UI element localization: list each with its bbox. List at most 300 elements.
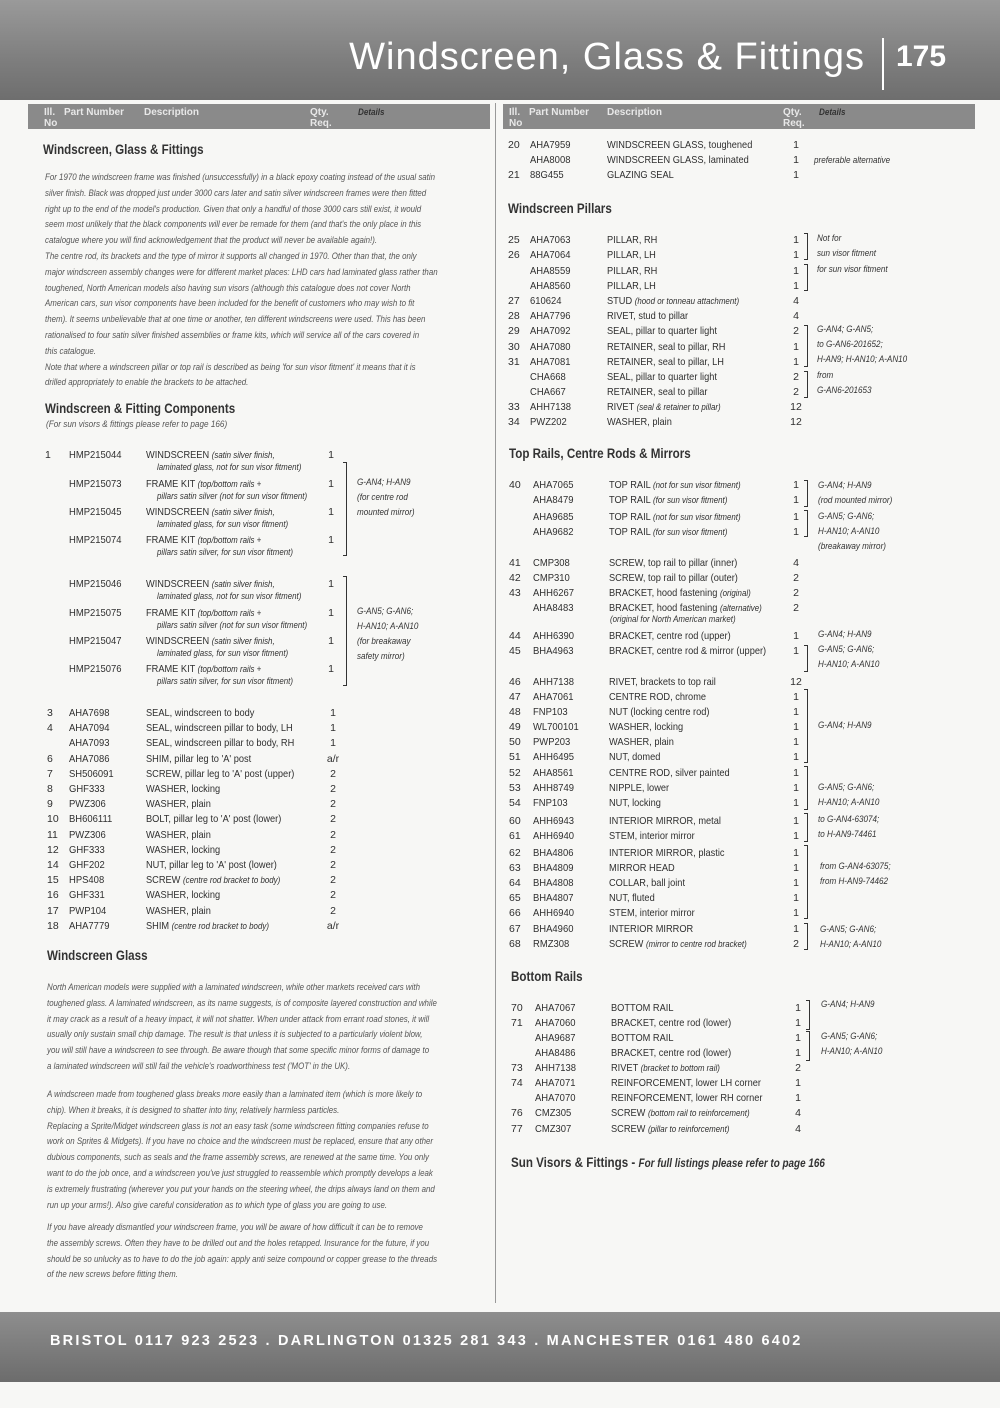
part-number: GHF331: [69, 889, 105, 902]
part-description: [146, 919, 269, 933]
table-row: [508, 309, 968, 323]
description-text: BRACKET, centre rod (upper): [609, 630, 731, 642]
detail-bracket: [804, 645, 808, 672]
kit-detail: mounted mirror): [357, 507, 415, 517]
table-row: [511, 1001, 971, 1015]
description-text: BOTTOM RAIL: [611, 1002, 674, 1014]
table-row: [47, 721, 507, 735]
quantity: 1: [328, 534, 334, 546]
part-description: [609, 586, 751, 600]
quantity: 1: [793, 923, 799, 935]
part-number: FNP103: [533, 706, 568, 718]
kit-detail: G-AN4; H-AN9: [357, 477, 411, 487]
part-number: PWZ202: [530, 416, 567, 428]
part-description: [609, 510, 741, 524]
part-description: [146, 812, 281, 826]
quantity: 1: [328, 506, 334, 518]
bottom-detail: G-AN5; G-AN6;: [821, 1031, 878, 1041]
part-number: AHH6495: [533, 751, 574, 763]
description-text: WASHER, locking: [609, 721, 684, 733]
part-number: AHH7138: [530, 401, 571, 413]
table-row: [511, 1106, 971, 1120]
toprail-detail: H-AN10; A-AN10: [818, 797, 880, 807]
quantity: 1: [795, 1047, 801, 1059]
quantity: 2: [330, 828, 336, 841]
description-text: WINDSCREEN GLASS, laminated: [607, 154, 749, 166]
detail-bracket: [804, 371, 808, 398]
detail-bracket: [804, 233, 808, 260]
section-title-top-rails: Top Rails, Centre Rods & Mirrors: [509, 446, 691, 461]
ill-number: 76: [511, 1107, 523, 1119]
quantity: 1: [328, 663, 334, 675]
part-number: CMZ307: [535, 1123, 572, 1135]
description-text: SCREW, pillar leg to 'A' post (upper): [146, 767, 295, 780]
left-column-header: [28, 104, 490, 129]
part-number: PWP104: [69, 904, 107, 917]
part-number: CHA667: [530, 386, 566, 398]
description-text: MIRROR HEAD: [609, 862, 675, 874]
part-number: HMP215074: [69, 534, 122, 546]
part-number: GHF333: [69, 783, 105, 795]
table-row: [509, 876, 969, 890]
description-text: FRAME KIT: [146, 607, 196, 619]
section-title-pillars: Windscreen Pillars: [508, 201, 612, 216]
part-description: [146, 782, 220, 796]
paragraph-line: of the new screws before fitting them.: [47, 1269, 178, 1280]
paragraph-line: them). It seems unbelievable that at one time or another, ten different windscreens were used. This has been: [45, 314, 426, 325]
table-row: [509, 644, 969, 658]
table-row: [45, 505, 505, 519]
ill-number: 50: [509, 736, 521, 748]
quantity: 2: [795, 1062, 801, 1074]
description-note: (for sun visor fitment): [653, 527, 728, 537]
part-number: AHH8749: [533, 782, 574, 794]
page-title: Windscreen, Glass & Fittings: [349, 36, 865, 78]
part-number: AHH7138: [535, 1062, 576, 1074]
part-number: AHA7070: [535, 1092, 576, 1104]
quantity: 2: [793, 602, 799, 614]
ill-number: 3: [47, 707, 53, 719]
description-text: SCREW: [611, 1123, 646, 1135]
part-description: [609, 571, 738, 585]
table-row: [47, 752, 507, 766]
part-number: AHA7086: [69, 752, 110, 765]
part-number: AHA7796: [530, 310, 571, 322]
part-description: [607, 415, 672, 429]
toprail-detail: G-AN4; H-AN9: [818, 480, 872, 490]
ill-number: 8: [47, 783, 53, 795]
part-description: [146, 843, 220, 857]
quantity: 1: [330, 722, 336, 735]
part-description: [146, 448, 275, 462]
quantity: 2: [793, 938, 799, 950]
part-number: BHA4807: [533, 892, 574, 904]
ill-number: 31: [508, 356, 520, 368]
quantity: a/r: [326, 752, 340, 765]
part-description: [609, 493, 727, 507]
toprail-detail: to G-AN4-63074;: [818, 814, 880, 824]
part-number: AHH6940: [533, 830, 574, 842]
quantity: 1: [793, 877, 799, 889]
quantity: 2: [330, 843, 336, 856]
description-text: BOTTOM RAIL: [611, 1032, 674, 1044]
description-text: SCREW: [609, 938, 644, 950]
part-number: HPS408: [69, 874, 105, 887]
description-text: STEM, interior mirror: [609, 907, 695, 919]
description-text: FRAME KIT: [146, 478, 196, 490]
quantity: 1: [793, 830, 799, 842]
part-number: AHA8560: [530, 280, 571, 292]
table-row: [509, 766, 969, 780]
part-number: AHA7060: [535, 1017, 576, 1029]
part-description: [607, 370, 717, 384]
ill-number: 60: [509, 815, 521, 827]
part-number: HMP215076: [69, 663, 122, 675]
section-title-bottom-rails: Bottom Rails: [511, 969, 583, 984]
detail-bracket: [804, 480, 808, 507]
paragraph-line: is extremely frustrating (wherever you put your hands on the steering wheel, the drips always land on them and: [47, 1183, 435, 1194]
details-header: Details: [819, 107, 846, 117]
part-number: AHA7094: [69, 722, 110, 735]
quantity: 1: [793, 797, 799, 809]
table-row: [509, 629, 969, 643]
paragraph-line: the assembly screws. Often they have to be drilled out and the holes retapped. Insurance for the future, if you: [47, 1237, 430, 1248]
part-description: [611, 1046, 731, 1060]
quantity: 1: [793, 341, 799, 353]
quantity: 1: [793, 767, 799, 779]
table-row: [508, 385, 968, 399]
ill-number: 30: [508, 341, 520, 353]
ill-number: 66: [509, 907, 521, 919]
paragraph-line: should be so unlucky as to have to do the job again: apply anti seize compound or copper grease to the threads: [47, 1253, 438, 1264]
quantity: 1: [793, 356, 799, 368]
description-note: (not for sun visor fitment): [653, 512, 741, 522]
description-text: RIVET: [611, 1062, 639, 1074]
table-row: [47, 858, 507, 872]
description-text: CENTRE ROD, chrome: [609, 691, 707, 703]
quantity: 1: [330, 737, 336, 750]
description-text: RETAINER, seal to pillar, RH: [607, 341, 726, 353]
part-number: AHA9685: [533, 511, 574, 523]
description-text: NIPPLE, lower: [609, 782, 670, 794]
description-text: REINFORCEMENT, lower LH corner: [611, 1077, 761, 1089]
part-number: AHA7065: [533, 479, 574, 491]
table-row: [509, 937, 969, 951]
quantity: 2: [793, 572, 799, 584]
pillar-detail: G-AN6-201653: [817, 385, 872, 395]
description-text: PILLAR, RH: [607, 265, 658, 277]
description-text: RETAINER, seal to pillar, LH: [607, 356, 724, 368]
description-note: (satin silver finish,: [211, 507, 275, 517]
description-header: Description: [144, 107, 200, 118]
quantity: 4: [795, 1123, 801, 1135]
detail-bracket: [806, 1031, 810, 1061]
description-text: NUT, pillar leg to 'A' post (lower): [146, 859, 277, 871]
description-text: SEAL, windscreen pillar to body, LH: [146, 722, 293, 735]
part-description: [146, 904, 211, 918]
part-description: [611, 1091, 762, 1105]
part-description: [609, 525, 727, 539]
part-description: [146, 736, 294, 750]
description-note: (centre rod bracket to body): [182, 875, 281, 886]
quantity: 1: [793, 511, 799, 523]
description-text: BRACKET, centre rod (lower): [611, 1017, 732, 1029]
paragraph-line: right up to the end of the model's production. Given that only a handful of those 3000 cars still exist, it would: [45, 203, 422, 214]
quantity: 1: [793, 862, 799, 874]
description-text: SEAL, pillar to quarter light: [607, 371, 717, 383]
qty-header: Qty. Req.: [310, 107, 332, 129]
description-text: COLLAR, ball joint: [609, 877, 686, 889]
description-text: INTERIOR MIRROR, metal: [609, 815, 721, 827]
description-header: Description: [607, 107, 663, 118]
description-text: WINDSCREEN GLASS, toughened: [607, 139, 753, 151]
quantity: 4: [793, 310, 799, 322]
description-text: NUT, locking: [609, 797, 661, 809]
table-row: [508, 294, 968, 308]
part-description: [607, 279, 656, 293]
description-text: WINDSCREEN: [146, 449, 210, 461]
ill-number: 4: [47, 722, 53, 735]
description-text: SEAL, pillar to quarter light: [607, 325, 717, 337]
ill-number: 53: [509, 782, 521, 794]
toprail-detail: to H-AN9-74461: [818, 829, 877, 839]
description-text: CENTRE ROD, silver painted: [609, 767, 730, 779]
paragraph-line: seem most unlikely that the black components will ever be remade for them (and that's the only place in this: [45, 219, 422, 230]
description-text: SHIM: [146, 919, 170, 932]
ill-number: 65: [509, 892, 521, 904]
part-description: [609, 690, 706, 704]
part-number: FNP103: [533, 797, 568, 809]
part-number: HMP215046: [69, 578, 122, 590]
description-note: (top/bottom rails +: [197, 608, 262, 618]
toprail-detail: from H-AN9-74462: [820, 876, 888, 886]
table-row: [511, 1016, 971, 1030]
table-row: [511, 1031, 971, 1045]
table-row: [508, 168, 968, 182]
description-text: FRAME KIT: [146, 534, 196, 546]
quantity: 1: [795, 1002, 801, 1014]
toprail-detail: (breakaway mirror): [818, 541, 886, 551]
pillar-detail: to G-AN6-201652;: [817, 339, 883, 349]
table-row: [47, 797, 507, 811]
ill-number: 34: [508, 416, 520, 428]
kit-detail: G-AN5; G-AN6;: [357, 606, 414, 616]
description-note: (centre rod bracket to body): [171, 920, 269, 931]
table-row: [509, 814, 969, 828]
part-description: [611, 1076, 761, 1090]
description-text: TOP RAIL: [609, 511, 651, 523]
detail-bracket: [343, 576, 347, 686]
ill-number: 41: [509, 557, 521, 569]
description-note: (original): [719, 588, 751, 598]
part-description: [609, 601, 762, 615]
table-row: [508, 415, 968, 429]
detail-bracket: [804, 813, 808, 842]
bottom-detail: G-AN4; H-AN9: [821, 999, 875, 1009]
quantity: 1: [328, 449, 334, 461]
table-row: [511, 1061, 971, 1075]
paragraph-line: drilled appropriately to enable the brackets to be attached.: [45, 377, 249, 388]
quantity: 4: [793, 295, 799, 307]
quantity: 1: [793, 630, 799, 642]
ill-number: 42: [509, 572, 521, 584]
part-description: [609, 937, 747, 951]
part-number: AHH6943: [533, 815, 574, 827]
part-description: [611, 1122, 729, 1136]
qty-header: Qty. Req.: [783, 107, 805, 129]
table-row: [47, 782, 507, 796]
description-text: PILLAR, LH: [607, 280, 656, 292]
quantity: 1: [328, 635, 334, 647]
table-row: [509, 571, 969, 585]
quantity: 1: [793, 280, 799, 292]
ill-number: 33: [508, 401, 520, 413]
kit-detail: H-AN10; A-AN10: [357, 621, 419, 631]
part-description: [146, 577, 275, 591]
description-text: WASHER, plain: [146, 798, 211, 811]
description-subline: laminated glass, not for sun visor fitment): [157, 591, 302, 601]
part-number: AHA7067: [535, 1002, 576, 1014]
part-description: [609, 876, 685, 890]
detail-bracket: [804, 923, 808, 950]
table-row: [508, 248, 968, 262]
quantity: 2: [793, 587, 799, 599]
part-number: AHH7138: [533, 676, 574, 688]
part-description: [609, 705, 709, 719]
ill-number: 16: [47, 889, 59, 902]
description-note: (mirror to centre rod bracket): [645, 939, 747, 949]
description-note: (satin silver finish,: [211, 579, 275, 589]
part-description: [609, 766, 730, 780]
paragraph-line: catalogue where you will find acknowledgement that the product will never be available again!).: [45, 235, 378, 246]
title-separator: [882, 38, 884, 90]
part-description: [609, 796, 661, 810]
table-row: [509, 493, 969, 507]
description-text: WASHER, locking: [146, 843, 221, 856]
part-description: [146, 662, 261, 676]
description-text: NUT, fluted: [609, 892, 655, 904]
table-row: [509, 829, 969, 843]
part-description: [607, 324, 717, 338]
table-row: [509, 720, 969, 734]
ill-number: 54: [509, 797, 521, 809]
quantity: 12: [790, 401, 802, 413]
part-description: [607, 168, 674, 182]
table-row: [509, 478, 969, 492]
toprail-detail: H-AN10; A-AN10: [820, 939, 882, 949]
paragraph-line: rationalised to four satin silver finished assemblies or frame kits, which will service all of the cars covered in: [45, 329, 420, 340]
part-description: [146, 888, 220, 902]
description-text: RETAINER, seal to pillar: [607, 386, 708, 398]
part-number: AHH6940: [533, 907, 574, 919]
part-number: SH506091: [69, 767, 114, 780]
part-number: PWZ306: [69, 828, 106, 841]
table-row: [509, 675, 969, 689]
part-number-header: Part Number: [529, 107, 590, 118]
description-note: (for sun visor fitment): [653, 495, 728, 505]
part-number: HMP215047: [69, 635, 122, 647]
toprail-detail: G-AN4; H-AN9: [818, 720, 872, 730]
ill-number: 7: [47, 767, 53, 780]
part-description: [607, 233, 657, 247]
quantity: 4: [793, 557, 799, 569]
part-number: AHA9687: [535, 1032, 576, 1044]
ill-number: 62: [509, 847, 521, 859]
description-subline: pillars satin silver (not for sun visor fitment): [157, 620, 308, 630]
quantity: 2: [330, 859, 336, 871]
part-description: [146, 634, 275, 648]
part-number: 610624: [530, 295, 562, 307]
paragraph-line: North American models were supplied with a laminated windscreen, while other markets received cars with: [47, 982, 420, 992]
part-description: [609, 906, 695, 920]
quantity: 4: [795, 1107, 801, 1119]
part-number: WL700101: [533, 721, 579, 733]
part-description: [609, 556, 737, 570]
part-number: AHA7080: [530, 341, 571, 353]
part-number: CMP308: [533, 557, 570, 569]
description-text: SCREW, top rail to pillar (inner): [609, 557, 738, 569]
table-row: [47, 828, 507, 842]
table-row: [511, 1046, 971, 1060]
section-title-components: Windscreen & Fitting Components: [45, 401, 236, 416]
ill-number: 68: [509, 938, 521, 950]
part-number: AHA8486: [535, 1047, 576, 1059]
table-row: [508, 233, 968, 247]
description-subline: laminated glass, for sun visor fitment): [157, 648, 289, 658]
description-text: WINDSCREEN: [146, 506, 210, 518]
ill-number: 70: [511, 1002, 523, 1014]
table-row: [47, 843, 507, 857]
table-row: [509, 510, 969, 524]
quantity: 1: [793, 736, 799, 748]
part-description: [607, 138, 752, 152]
toprail-detail: (rod mounted mirror): [818, 495, 893, 505]
description-text: REINFORCEMENT, lower RH corner: [611, 1092, 763, 1104]
detail-bracket: [343, 462, 347, 556]
ill-number: 18: [47, 919, 59, 932]
description-note: (alternative): [719, 603, 762, 613]
part-description: [609, 735, 674, 749]
part-description: [146, 706, 254, 720]
kit-detail: safety mirror): [357, 651, 405, 661]
ill-no-header: Ill. No: [44, 107, 58, 129]
part-description: [607, 264, 657, 278]
detail-bracket: [804, 689, 808, 763]
table-row: [509, 556, 969, 570]
table-row: [509, 690, 969, 704]
right-column-header: [503, 104, 975, 129]
quantity: 2: [330, 904, 336, 917]
table-row: [47, 904, 507, 918]
footer-contacts: BRISTOL 0117 923 2523 . DARLINGTON 01325 281 343 . MANCHESTER 0161 480 6402: [50, 1333, 803, 1349]
table-row: [45, 662, 505, 676]
part-number: BHA4809: [533, 862, 574, 874]
description-text: WASHER, plain: [609, 736, 674, 748]
ill-number: 46: [509, 676, 521, 688]
table-row: [509, 781, 969, 795]
ill-number: 26: [508, 249, 520, 261]
ill-number: 25: [508, 234, 520, 246]
quantity: 1: [793, 139, 799, 151]
part-number: AHA8479: [533, 494, 574, 506]
quantity: 1: [793, 721, 799, 733]
table-row: [511, 1122, 971, 1136]
description-subline: pillars satin silver (not for sun visor fitment): [157, 491, 308, 501]
quantity: 2: [330, 767, 336, 780]
paragraph-line: If you have already dismantled your windscreen frame, you will be aware of how difficult it can be to remove: [47, 1222, 423, 1232]
table-row: [508, 324, 968, 338]
table-row: [47, 919, 507, 933]
